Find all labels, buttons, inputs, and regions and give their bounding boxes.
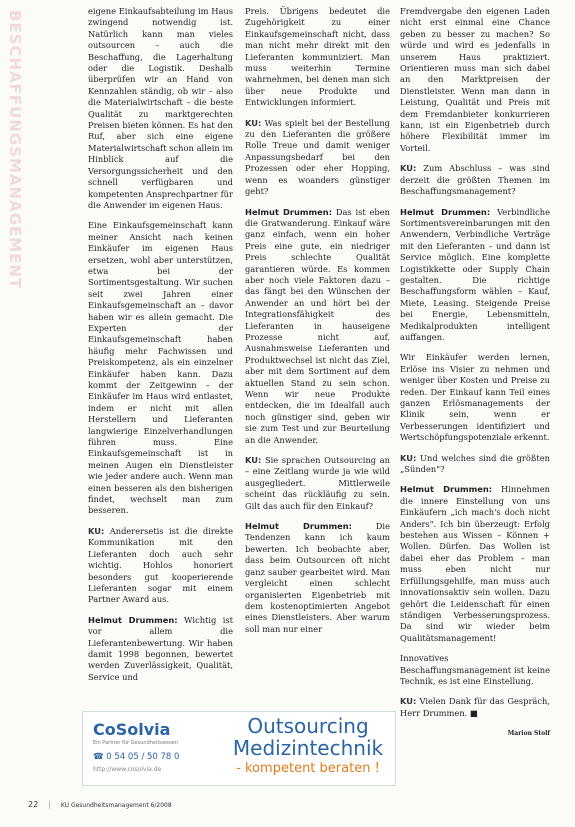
paragraph-text: Vielen Dank für das Gespräch, Herr Drummen. ■ [400,696,550,718]
phone-number: 0 54 05 / 50 78 0 [106,752,180,762]
paragraph-text: Preis. Übrigens bedeutet die Zugehörigkeit zu einer Einkaufsgemeinschaft nicht, dass man nicht mehr direkt mit den Lieferanten kommuniziert. Man muss weiterhin Termine wahrnehmen, bei denen man sich über neue Produkte und Entwicklungen informiert. [245,6,390,108]
body-paragraph [88,6,233,211]
section-label [4,10,26,290]
page-number: 22 [28,800,39,809]
question-label: KU: [245,117,262,128]
speaker-label: Helmut Drummen: [400,206,491,217]
speaker-label: Helmut Drummen: [245,521,352,532]
interview-answer [400,207,550,344]
question-label: KU: [245,455,262,466]
body-paragraph [400,6,550,154]
advertisement[interactable] [82,711,396,786]
body-paragraph [245,6,390,109]
interview-answer [400,484,550,644]
paragraph-text: Und welches sind die größten „Sünden"? [400,452,550,475]
logo-subtitle: Ein Partner für Gesundheitswesen [93,740,178,746]
paragraph-text: Wichtig ist vor allem die Lieferantenbewertung. Wir haben damit 1998 begonnen, bewertet werden Zuverlässigkeit, Qualität, Service und [88,614,233,682]
paragraph-text: Hinnehmen die innere Einstellung von uns Einkäufern „ich mach's doch nicht Anders". Ich bin überzeugt: Erfolg bestehen aus Wissen – Können + Wollen. Dürfen. Das Wollen ist dabei eher das Problem – man muss eben nicht nur Erfüllungsgehilfe, man muss auch innovationsaktiv sein wollen. Dazu gehört die Leidenschaft für einen ständigen Verbesserungsprozess. Da sind wir wieder beim Qualitätsmanagement! [400,484,550,643]
paragraph-text: Was spielt bei der Bestellung zu den Lieferanten die größere Rolle Treue und damit weniger Anpassungsbedarf bei den Prozessen oder eher Hopping, wenn es woanders günstiger geht? [245,117,390,197]
ad-contact-block [93,720,208,778]
article-column-3 [400,6,550,749]
paragraph-text: Anderersetis ist die direkte Kommunikation mit den Lieferanten doch auch sehr wichtig. Hohlos honoriert besonders gut kooperierende Lieferanten sogar mit einem Partner Award aus. [88,525,233,605]
interview-question [400,163,550,197]
speaker-label: Helmut Drummen: [245,206,333,217]
question-label: KU: [400,696,417,707]
interview-answer [245,207,390,447]
publication-name: KU Gesundheitsmanagement 6/2008 [60,802,172,809]
author-credit: Marion Stolf [507,730,550,738]
interview-question [88,526,233,606]
paragraph-text: Innovatives Beschaffungsmanagement ist keine Technik, es ist eine Einstellung. [400,653,550,686]
phone-icon: ☎ [93,752,104,762]
paragraph-text: Eine Einkaufsgemeinschaft kann meiner Ansicht nach keinen Einkäufer im eigenen Haus ersetzen, wohl aber unterstützen, etwa bei der Sortimentsgestaltung. Wir suchen seit zwei Jahren einer Einkaufsgemeinschaft an – davor haben wir es allein gemacht. Die Experten der Einkaufsgemeinschaft haben häufig mehr Fachwissen und Preiskompetenz, als ein einzelner Einkäufer haben kann. Dazu kommt der Zeitgewinn – der Einkäufer im Haus wird entlastet, indem er nicht mit allen Herstellern und Lieferanten langwierige Einzelverhandlungen führen muss. Eine Einkaufsgemeinschaft ist in meinen Augen ein Dienstleister wie jeder andere auch. Wenn man einen besseren als den bisherigen findet, wechselt man zum besseren. [88,220,233,516]
article-column-2 [245,6,390,644]
paragraph-text: Zum Abschluss – was sind derzeit die größten Themen im Beschaffungsmanagement? [400,163,550,197]
ad-url[interactable]: http://www.cosolvia.de [93,766,162,773]
article-column-1 [88,6,233,692]
interview-question [245,455,390,512]
body-paragraph [400,653,550,687]
question-label: KU: [400,163,417,174]
paragraph-text: eigene Einkaufsabteilung im Haus zwingend notwendig ist. Natürlich kann man vieles outsourcen – auch die Beschaffung, die Lagerhaltung oder die Logistik. Deshalb überprüfen wir an Hand von Kennzahlen ständig, ob wir – also die Materialwirtschaft – die beste Qualität zu marktgerechten Preisen bieten können. Es hat den Ruf, aber sich eine eigene Materialwirtschaft schon allein im Hinblick auf die Versorgungssicherheit und den schnell verfügbaren und kompetenten Ansprechpartner für die Anwender im eigenen Haus. [88,6,233,210]
ad-tagline: - kompetent beraten ! [236,761,380,776]
paragraph-text: Sie sprachen Outsourcing an – eine Zeitlang wurde ja wie wild ausgegliedert. Mittlerweile scheint das rückläufig zu sein. Gilt das auch für den Einkauf? [245,455,390,511]
ad-headline-1: Outsourcing [247,714,369,738]
question-label: KU: [400,452,417,463]
interview-question [400,453,550,476]
cosolvia-logo: CoSolvia [93,720,171,739]
interview-answer [245,521,390,635]
ad-headline-block [225,715,391,776]
ad-headline-2: Medizintechnik [232,736,384,760]
paragraph-text: Die Tendenzen kann ich kaum bewerten. Ich beobachte aber, dass beim Outsourcen oft nicht ganz sauber gearbeitet wird. Man vergleicht einen schlecht organisierten Eigenbetrieb mit dem kostenoptimierten Angebot eines Dienstleisters. Aber warum soll man nur einer [245,521,390,634]
body-paragraph [400,352,550,443]
footer-divider: | [48,800,51,809]
interview-question [400,696,550,719]
speaker-label: Helmut Drummen: [400,484,493,495]
paragraph-text: Das ist eben die Gratwanderung. Einkauf wäre ganz einfach, wenn ein hoher Preis eine gute, ein niedriger Preis schlechte Qualität garantieren würde. Es kommen aber noch viele Faktoren dazu – das fängt bei den Wünschen der Anwender an und hört bei der Integrationsfähigkeit des Lieferanten in hauseigene Prozesse nicht auf. Ausnahmsweise Lieferanten und Produktwechsel ist nicht das Ziel, aber mit dem Sortiment auf dem aktuellen Stand zu sein schon. Wenn wir neue Produkte entdecken, die im Idealfall auch noch günstiger sind, geben wir sie zum Test und zur Beurteilung an die Anwender. [245,206,390,445]
paragraph-text: Wir Einkäufer werden lernen, Erlöse ins Visier zu nehmen und weniger über Kosten und Preise zu reden. Der Einkauf kann Teil eines ganzen Erlösmanagements der Klinik sein, wenn er Verbesserungen identifiziert und Wertschöpfungspotenziale erkennt. [400,352,550,443]
paragraph-text: Fremdvergabe den eigenen Laden nicht erst einmal eine Chance geben zu besser zu machen? So würde und wird es jedenfalls in unserem Haus praktiziert. Orientieren muss man sich dabei an den Marktpreisen der Dienstleister. Wenn man dann in Leistung, Qualität und Preis mit dem Fremdanbieter konkurrieren kann, ist ein Eigenbetrieb durch höhere Flexibilität immer im Vorteil. [400,6,550,153]
section-label-text: BESCHAFFUNGSMANAGEMENT [6,10,24,290]
ad-phone [93,752,208,762]
interview-question [245,118,390,198]
paragraph-text: Verbindliche Sortimentsvereinbarungen mit den Anwendern, Verbindliche Verträge mit den Lieferanten – und dann ist Service möglich. Eine komplette Logistikkette oder Supply Chain gestalten. Die richtige Beschaffungsform wählen – Kauf, Miete, Leasing. Steigende Preise bei Energie, Lebensmitteln, Medikalprodukten intelligent auffangen. [400,206,550,342]
speaker-label: Helmut Drummen: [88,614,178,625]
body-paragraph [88,220,233,517]
interview-answer [88,615,233,683]
page-footer [28,800,172,809]
question-label: KU: [88,525,105,536]
